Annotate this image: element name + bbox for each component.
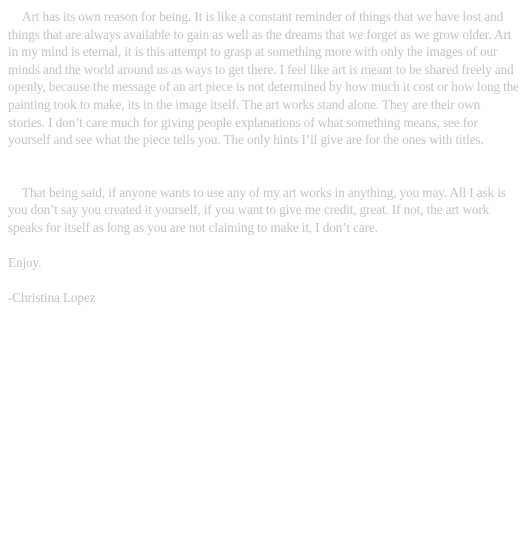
paragraph-usage-permission: That being said, if anyone wants to use any of my art works in anything, you may. All I ask is you don’t say you created it yourself, if you want to give me credit, great. If not, the art work speaks for itself as long as you are not claiming to make it, I don’t care.	[8, 184, 506, 235]
paragraph-art-purpose: Art has its own reason for being. It is like a constant reminder of things that we have lost and things that are always available to gain as well as the dreams that we forget as we grow older. Art in my mind is eternal, it is this attempt to grasp at something more with only the images of our minds and the world around us as ways to get there. I feel like art is meant to be shared freely and openly, because the message of an art piece is not determined by how much it cost or how long the painting took to make, its in the image itself. The art works stand alone. They are their own stories. I don’t care much for giving people explanations of what something means, see for yourself and see what the piece tells you. The only hints I’ll give are for the ones with titles.	[8, 9, 519, 148]
signature: -Christina Lopez	[8, 290, 96, 306]
document-body	[8, 8, 520, 307]
closing-enjoy: Enjoy.	[8, 255, 42, 271]
